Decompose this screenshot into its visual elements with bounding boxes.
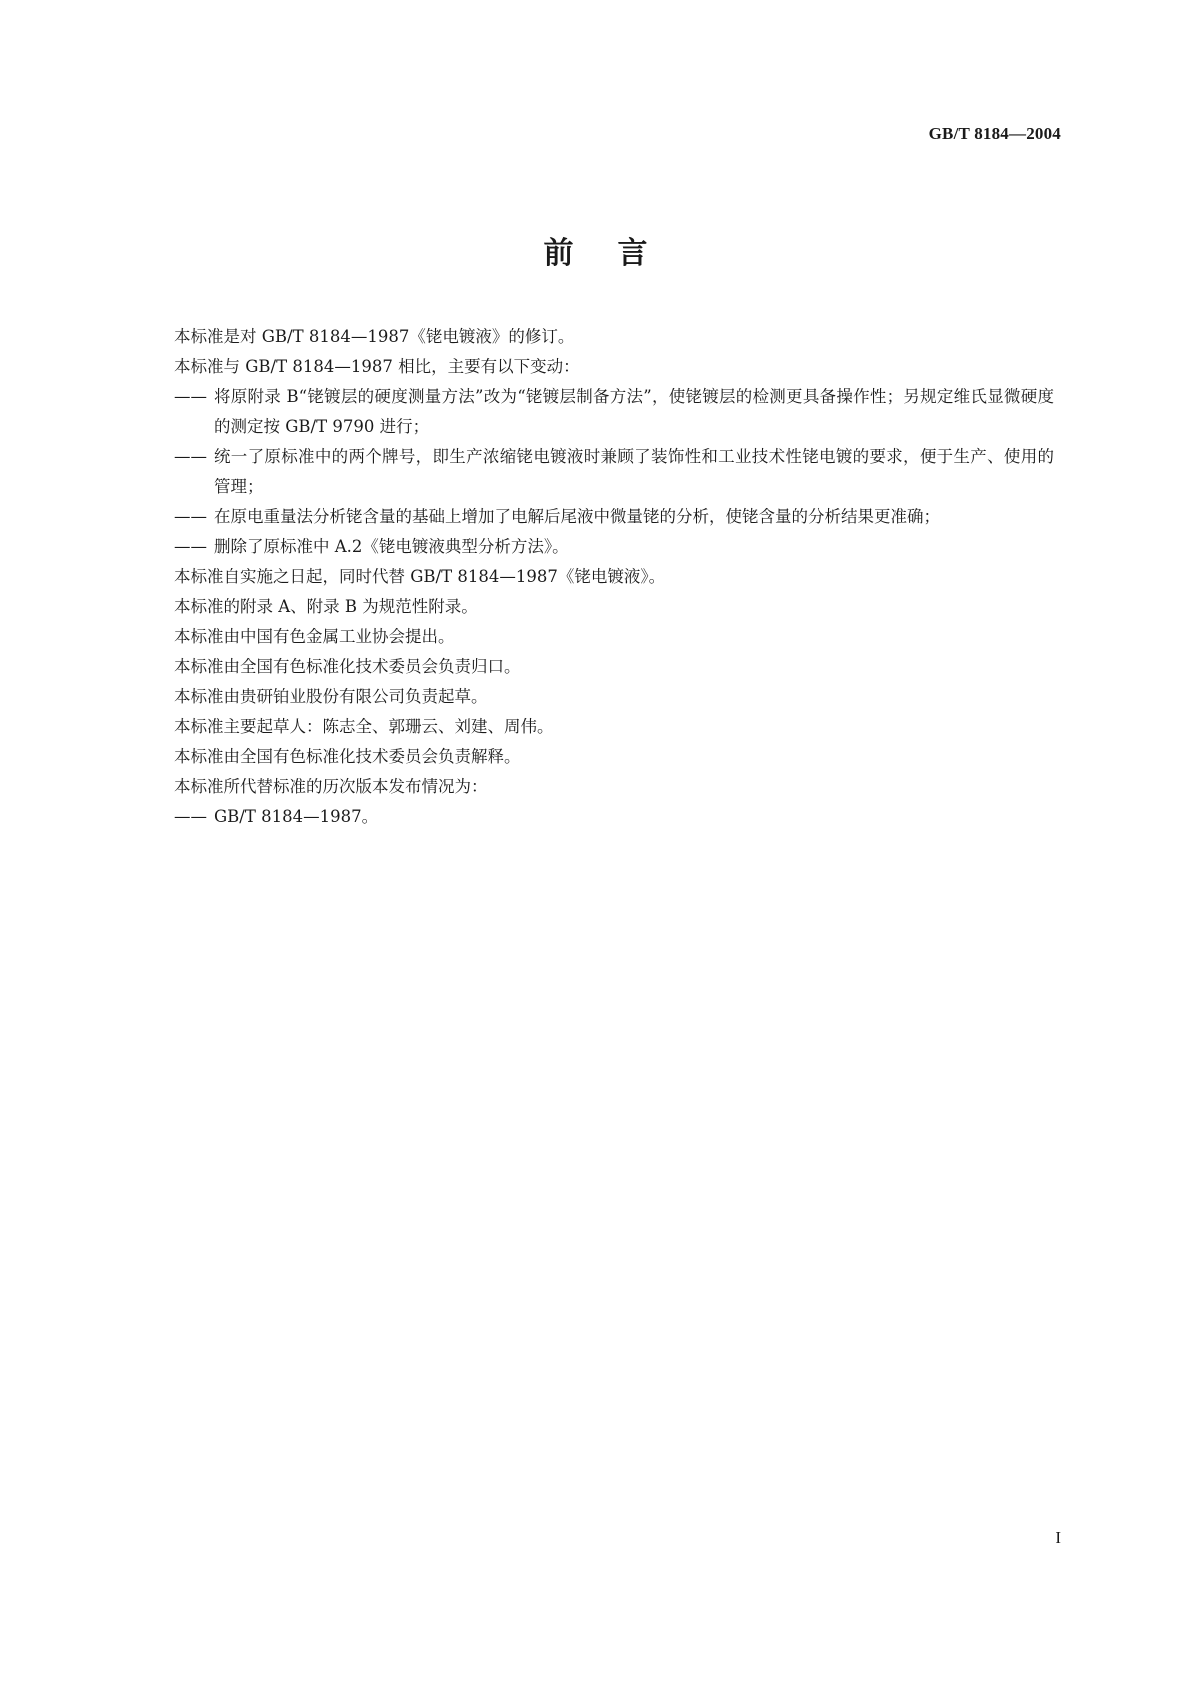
change-item [174, 502, 1054, 532]
change-item [174, 442, 1054, 502]
dash-marker: —— [174, 387, 207, 406]
statement-under-jurisdiction: 本标准由全国有色标准化技术委员会负责归口。 [174, 657, 521, 676]
paragraph-revision: 本标准是对 GB/T 8184—1987《铑电镀液》的修订。 [174, 327, 575, 346]
dash-marker: —— [174, 807, 207, 826]
statement-history-intro: 本标准所代替标准的历次版本发布情况为： [174, 777, 488, 796]
paragraph-changes-intro: 本标准与 GB/T 8184—1987 相比，主要有以下变动： [174, 357, 580, 376]
dash-marker: —— [174, 537, 207, 556]
standard-code: GB/T 8184—2004 [928, 124, 1061, 143]
dash-marker: —— [174, 447, 207, 466]
document-body [174, 322, 1054, 832]
change-text: 删除了原标准中 A.2《铑电镀液典型分析方法》。 [214, 537, 569, 556]
change-item [174, 532, 1054, 562]
page-title: 前言 [543, 236, 692, 271]
history-item [174, 802, 1054, 832]
statement-drafted-by: 本标准由贵研铂业股份有限公司负责起草。 [174, 687, 488, 706]
change-text: 在原电重量法分析铑含量的基础上增加了电解后尾液中微量铑的分析，使铑含量的分析结果更准确； [214, 507, 940, 526]
statement-proposed-by: 本标准由中国有色金属工业协会提出。 [174, 627, 455, 646]
dash-marker: —— [174, 507, 207, 526]
history-text: GB/T 8184—1987。 [214, 807, 379, 826]
change-text: 将原附录 B“铑镀层的硬度测量方法”改为“铑镀层制备方法”，使铑镀层的检测更具备操作性；另规定维氏显微硬度的测定按 GB/T 9790 进行； [214, 387, 1054, 436]
change-text: 统一了原标准中的两个牌号，即生产浓缩铑电镀液时兼顾了装饰性和工业技术性铑电镀的要求，便于生产、使用的管理； [214, 447, 1054, 496]
change-item [174, 382, 1054, 442]
statement-interpretation: 本标准由全国有色标准化技术委员会负责解释。 [174, 747, 521, 766]
statement-replaces: 本标准自实施之日起，同时代替 GB/T 8184—1987《铑电镀液》。 [174, 567, 666, 586]
statement-annexes: 本标准的附录 A、附录 B 为规范性附录。 [174, 597, 478, 616]
page-number: I [1055, 1528, 1061, 1547]
statement-main-drafters: 本标准主要起草人：陈志全、郭珊云、刘建、周伟。 [174, 717, 554, 736]
